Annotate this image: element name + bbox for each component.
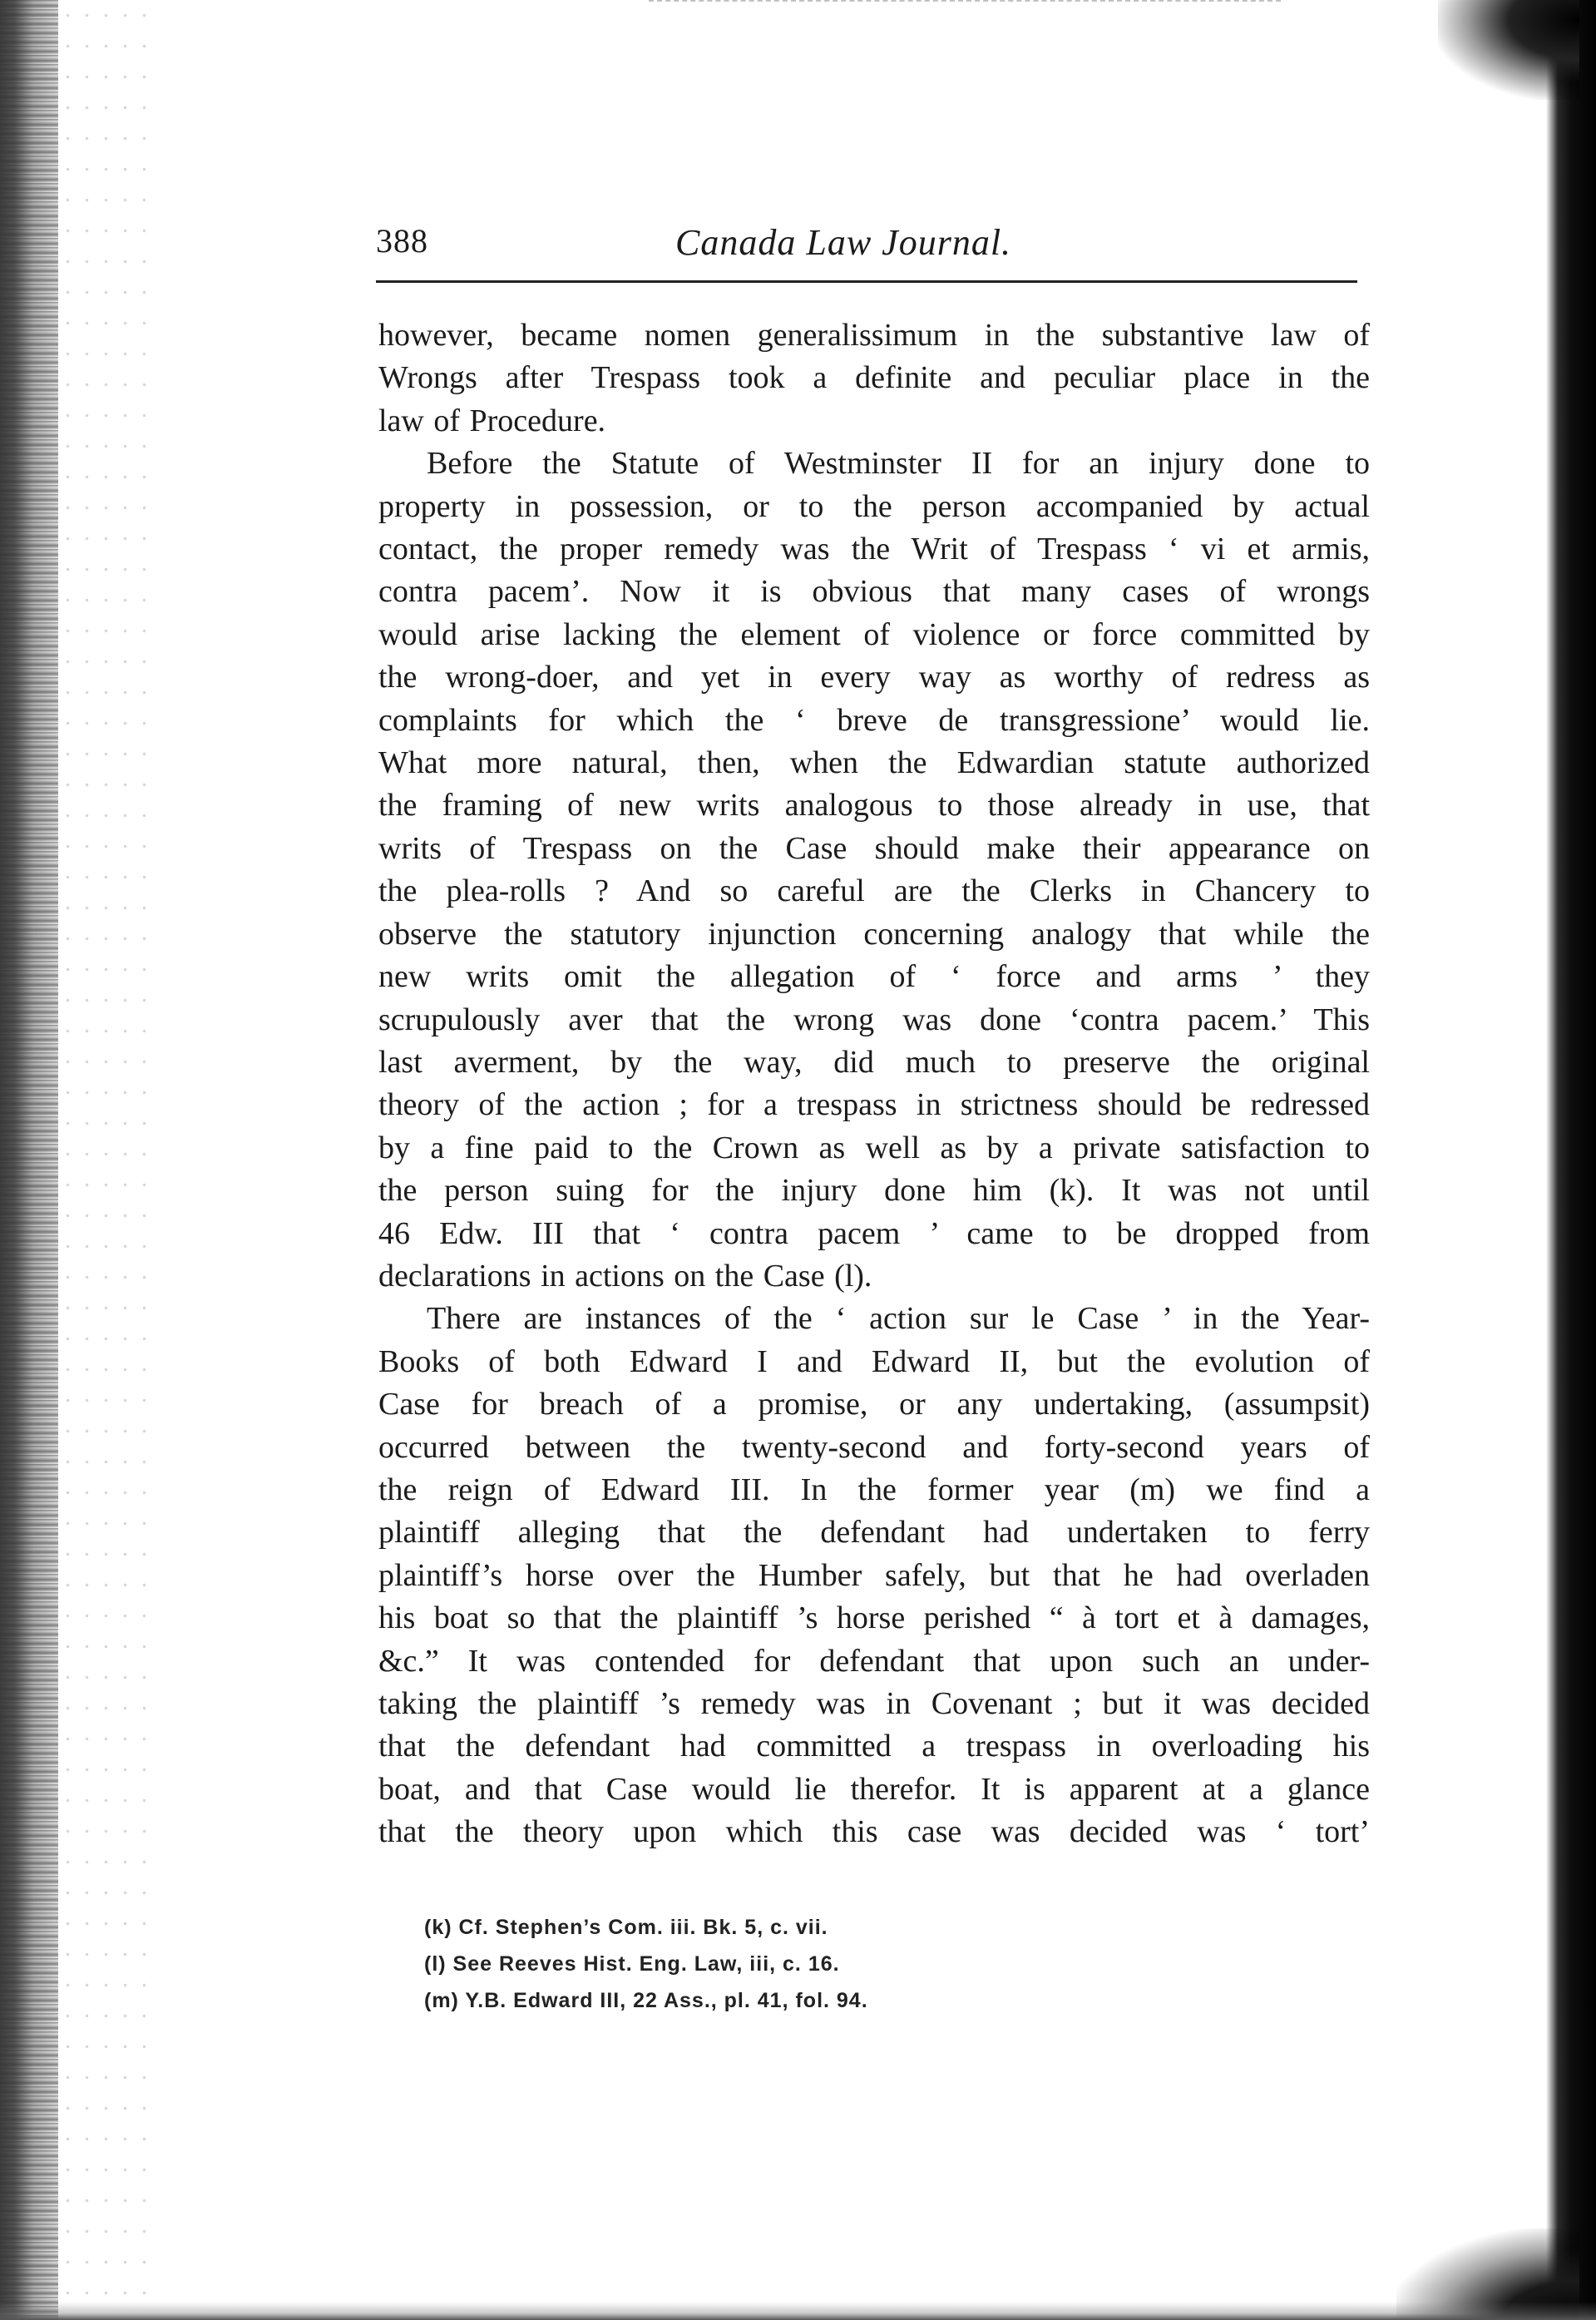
text-line: 46 Edw. III that ‘ contra pacem ’ came to be dropped from (378, 1215, 1370, 1251)
page-number: 388 (376, 222, 428, 260)
text-line: however, became nomen generalissimum in the substantive law of (378, 318, 1370, 353)
footnote-k: (k) Cf. Stephen’s Com. iii. Bk. 5, c. vii. (424, 1916, 828, 1939)
text-line: last averment, by the way, did much to preserve the original (378, 1044, 1370, 1080)
running-header (376, 221, 1357, 275)
text-line: observe the statutory injunction concerning analogy that while the (378, 916, 1370, 952)
scan-edge-top (649, 0, 1281, 7)
text-line: complaints for which the ‘ breve de transgressione’ would lie. (378, 702, 1370, 738)
text-line: plaintiff’s horse over the Humber safely, but that he had overladen (378, 1557, 1370, 1593)
text-line: new writs omit the allegation of ‘ force and arms ’ they (378, 959, 1370, 995)
text-line: the wrong-doer, and yet in every way as worthy of redress as (378, 660, 1370, 695)
text-line: that the theory upon which this case was decided was ‘ tort’ (378, 1814, 1370, 1850)
text-line: plaintiff alleging that the defendant had undertaken to ferry (378, 1515, 1370, 1551)
text-line: &c.” It was contended for defendant that upon such an under- (378, 1643, 1370, 1679)
text-line: law of Procedure. (378, 403, 606, 438)
text-line: the person suing for the injury done him (k). It was not until (378, 1173, 1370, 1209)
body-text (378, 314, 1370, 1854)
scan-edge-bottom (0, 2302, 1596, 2320)
scan-corner-top-right (1438, 0, 1579, 100)
text-line: the framing of new writs analogous to those already in use, that (378, 788, 1370, 824)
footnote-l: (l) See Reeves Hist. Eng. Law, iii, c. 16. (424, 1952, 840, 1976)
text-line: contra pacem’. Now it is obvious that many cases of wrongs (378, 574, 1370, 610)
text-line: by a fine paid to the Crown as well as by a private satisfaction to (378, 1130, 1370, 1165)
text-line: declarations in actions on the Case (l). (378, 1258, 872, 1294)
text-line: Before the Statute of Westminster II for an injury done to (427, 446, 1370, 482)
scan-specks-left (58, 0, 150, 2320)
text-line: There are instances of the ‘ action sur le Case ’ in the Year- (427, 1301, 1370, 1337)
text-line: occurred between the twenty-second and forty-second years of (378, 1429, 1370, 1465)
text-line: property in possession, or to the person accompanied by actual (378, 488, 1370, 524)
text-line: scrupulously aver that the wrong was done ‘contra pacem.’ This (378, 1002, 1370, 1037)
text-line: writs of Trespass on the Case should make their appearance on (378, 830, 1370, 866)
text-line: taking the plaintiff ’s remedy was in Covenant ; but it was decided (378, 1686, 1370, 1721)
scan-edge-left (0, 0, 58, 2320)
text-line: his boat so that the plaintiff ’s horse perished “ à tort et à damages, (378, 1600, 1370, 1636)
text-line: What more natural, then, when the Edwardian statute authorized (378, 745, 1370, 781)
text-line: boat, and that Case would lie therefor. It is apparent at a glance (378, 1771, 1370, 1807)
scan-edge-right (1546, 0, 1596, 2320)
text-line: the reign of Edward III. In the former year (m) we find a (378, 1472, 1370, 1507)
journal-title: Canada Law Journal. (675, 222, 1012, 263)
text-line: that the defendant had committed a trespass in overloading his (378, 1729, 1370, 1764)
text-line: Case for breach of a promise, or any undertaking, (assumpsit) (378, 1387, 1370, 1422)
text-line: theory of the action ; for a trespass in strictness should be redressed (378, 1087, 1370, 1123)
header-rule (376, 280, 1357, 283)
text-line: Books of both Edward I and Edward II, but the evolution of (378, 1343, 1370, 1379)
text-line: would arise lacking the element of violence or force committed by (378, 616, 1370, 652)
footnotes (424, 1909, 1173, 2019)
text-line: the plea-rolls ? And so careful are the Clerks in Chancery to (378, 873, 1370, 909)
footnote-m: (m) Y.B. Edward III, 22 Ass., pl. 41, fol. 94. (424, 1989, 868, 2012)
text-line: Wrongs after Trespass took a definite and peculiar place in the (378, 360, 1370, 396)
text-line: contact, the proper remedy was the Writ of Trespass ‘ vi et armis, (378, 532, 1370, 567)
